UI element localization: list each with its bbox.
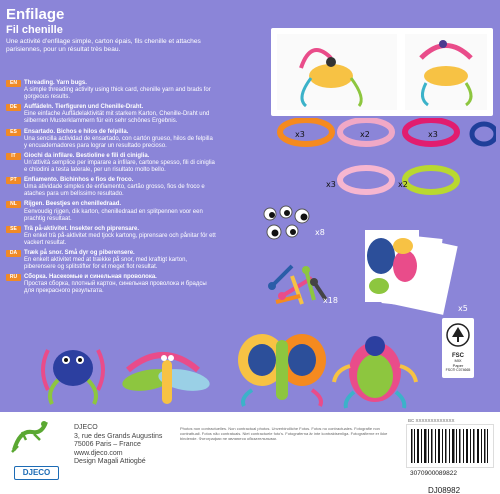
lang-block-en [6,80,216,101]
legal-small-print: Photos non contractuelles. Non contractual photos. Unverbindliche Fotos. Fotos no contractuales. Fotografie non contrattuali. Fotos não contratuais. Niet contractuele foto's. Fotograferna är inte kontraktsenliga. Fotografierne er ikke bindende. Фотографии не являются обязательными. [180,426,388,441]
fsc-code: FSC® C074665 [445,368,471,372]
lang-block-de [6,104,216,125]
lang-badge: DE [6,104,21,111]
lang-text: Una sencilla actividad de ensartado, con cartón grueso, hilos de felpilla y encuadernadores para lograr un resultado precioso. [24,135,213,149]
barcode-number: 3070900089822 [410,470,457,477]
lang-badge: DA [6,250,21,257]
bug-spider [28,330,118,410]
lang-title: Threading. Yarn bugs. [24,80,87,86]
fsc-tree-icon [446,322,470,348]
lang-title: Trä på-aktivitet. Insekter och piprensare. [24,225,140,232]
lang-badge: ES [6,129,21,136]
lang-block-da [6,250,216,271]
lang-block-pt [6,177,216,198]
bug-butterfly [232,326,332,410]
footer [0,412,500,494]
yarn-count-lightpink: x3 [326,180,336,189]
lang-block-se [6,226,216,247]
djeco-lizard-logo-icon [8,416,50,462]
lang-title: Auffädeln. Tierfiguren und Chenille-Draht. [24,104,144,111]
fsc-paper: Paper [452,362,464,368]
product-subtitle: Fil chenille [6,24,63,36]
address-line: www.djeco.com [74,449,123,457]
address-line: 3, rue des Grands Augustins [74,432,163,440]
googly-eyes [260,204,320,248]
lang-badge: RU [6,274,21,281]
lang-text: Eine einfache Auffädelaktivität mit starkem Karton, Chenille-Draht und silbernen Musterklammern für ein sehr schönes Ergebnis. [24,111,210,125]
yarn-count-green: x2 [398,180,408,189]
instruction-card [271,28,493,116]
lang-badge: IT [6,153,21,160]
lang-text: Eenvoudig rijgen, dik karton, chenilledraad en splitpennen voor een prachtig resultaat. [24,208,203,222]
fsc-text: FSC [452,353,464,359]
lang-block-es [6,129,216,150]
lang-title: Ensartado. Bichos e hilos de felpilla. [24,128,129,135]
lang-block-it [6,153,216,174]
lang-badge: PT [6,177,21,184]
product-reference: DJ08982 [428,486,461,494]
lang-text: Uma atividade simples de enfiamento, cartão grosso, fios de froco e ataches para um belíssimo resultado. [24,184,205,198]
address-line: DJECO [74,424,98,431]
lang-badge: EN [6,80,21,87]
address-block [74,424,162,467]
bug-beetle [330,326,420,410]
lang-title: Сборка. Насекомые и синельная проволока. [24,274,157,281]
cards-count: x5 [458,304,468,313]
language-descriptions [6,80,216,299]
barcode-caption: BC XXXXXXXXXXXXX [408,418,455,423]
lang-text: Простая сборка, плотный картон, синельная проволока и брадсы для прекрасного результата. [24,281,207,295]
fsc-label [442,318,474,378]
lang-block-ru [6,274,216,295]
yarn-count-orange: x3 [295,130,305,139]
brads-count: x18 [323,296,338,305]
barcode-bars [407,425,493,467]
product-title: Enfilage [6,6,65,23]
yarn-count-blue: x3 [428,130,438,139]
cardboard-sheets [345,226,465,320]
lang-title: Træk på snor. Små dyr og piberensere. [24,249,135,256]
address-line: Design Magali Attiogbé [74,458,146,465]
lang-title: Enfiamento. Bichinhos e fios de froco. [24,177,134,184]
lang-text: Un'attività semplice per imparare a infilare, cartone spesso, fili di ciniglia e chiodini a testa laterale, per un risultato molto bello. [24,159,215,174]
eyes-count: x8 [315,228,325,237]
lang-title: Giochi da infilare. Bestioline e fili di ciniglia. [24,152,150,159]
lang-badge: NL [6,201,21,208]
lang-block-nl [6,201,216,222]
product-intro: Une activité d'enfilage simple, carton épais, fils chenille et attaches parisiennes, pour un résultat très beau. [6,38,201,53]
lang-title: Rijgen. Beestjes en chenilledraad. [24,201,122,208]
bug-dragonfly [118,340,218,410]
instruction-illustration [271,28,493,116]
address-line: 75006 Paris – France [74,441,141,448]
barcode [406,424,494,468]
lang-badge: SE [6,226,21,233]
fsc-mix: MIX [454,358,462,363]
lang-text: En enkelt aktivitet med at trække på snor, med kraftigt karton, piberensere og splitstifter for et meget flot resultat. [24,257,188,271]
djeco-brand-logo: DJECO [14,466,59,480]
lang-text: En enkel trä på-aktivitet med tjock kartong, piprensare och pånitar för ett vackert resultat. [24,232,216,246]
lang-text: A simple threading activity using thick card, chenille yarn and brads for gorgeous results. [24,87,211,101]
yarn-count-pink: x2 [360,130,370,139]
